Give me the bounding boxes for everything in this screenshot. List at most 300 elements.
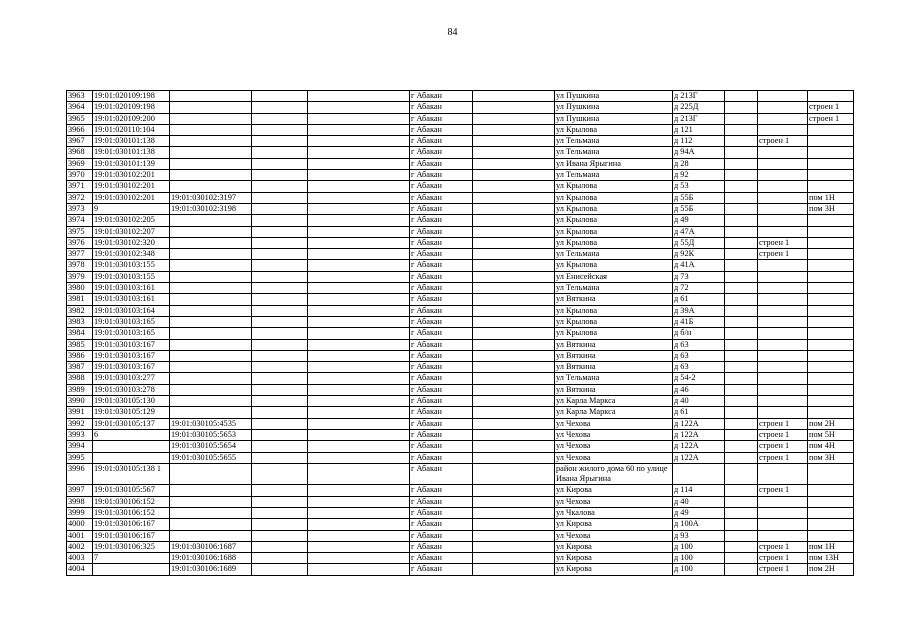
building-cell: строен 1 <box>758 541 808 552</box>
city-cell: г Абакан <box>410 418 473 429</box>
table-row <box>67 147 854 158</box>
premises-cell <box>808 350 854 361</box>
building-cell: строен 1 <box>758 441 808 452</box>
table-row <box>67 485 854 496</box>
building-cell: строен 1 <box>758 485 808 496</box>
empty-cell <box>725 350 758 361</box>
empty-cell <box>473 192 555 203</box>
empty-cell <box>725 328 758 339</box>
empty-cell <box>473 328 555 339</box>
room-cadastral-number-cell <box>170 384 252 395</box>
row-number-cell: 3997 <box>67 485 93 496</box>
empty-cell <box>725 271 758 282</box>
cadastral-number-cell: 19:01:030103:164 <box>93 305 170 316</box>
empty-cell <box>473 215 555 226</box>
cadastral-number-cell: 19:01:030102:201 <box>93 181 170 192</box>
table-row <box>67 203 854 214</box>
room-cadastral-number-cell <box>170 283 252 294</box>
building-cell <box>758 91 808 102</box>
city-cell: г Абакан <box>410 541 473 552</box>
empty-cell <box>473 507 555 518</box>
empty-cell <box>308 452 410 463</box>
empty-cell <box>308 507 410 518</box>
empty-cell <box>725 260 758 271</box>
empty-cell <box>252 350 308 361</box>
empty-cell <box>725 91 758 102</box>
house-cell: д 41А <box>673 260 725 271</box>
cadastral-number-cell: 19:01:030105:138 1 <box>93 463 170 485</box>
row-number-cell: 3980 <box>67 283 93 294</box>
house-cell: д 72 <box>673 283 725 294</box>
empty-cell <box>473 541 555 552</box>
cadastral-number-cell: 19:01:030101:138 <box>93 147 170 158</box>
room-cadastral-number-cell <box>170 226 252 237</box>
empty-cell <box>725 507 758 518</box>
building-cell <box>758 507 808 518</box>
table-row <box>67 362 854 373</box>
cadastral-number-cell: 19:01:030105:129 <box>93 407 170 418</box>
cadastral-number-cell: 19:01:030102:320 <box>93 237 170 248</box>
building-cell <box>758 328 808 339</box>
cadastral-number-cell: 19:01:030102:201 <box>93 170 170 181</box>
city-cell: г Абакан <box>410 181 473 192</box>
cadastral-number-cell: 19:01:030105:130 <box>93 396 170 407</box>
empty-cell <box>725 170 758 181</box>
empty-cell <box>725 192 758 203</box>
empty-cell <box>252 136 308 147</box>
empty-cell <box>473 496 555 507</box>
table-row <box>67 136 854 147</box>
street-cell: ул Тельмана <box>555 373 673 384</box>
table-row <box>67 249 854 260</box>
room-cadastral-number-cell <box>170 350 252 361</box>
empty-cell <box>725 226 758 237</box>
empty-cell <box>308 441 410 452</box>
house-cell: д 100 <box>673 541 725 552</box>
row-number-cell: 3968 <box>67 147 93 158</box>
cadastral-number-cell: 19:01:030103:277 <box>93 373 170 384</box>
building-cell: строен 1 <box>758 452 808 463</box>
row-number-cell: 3999 <box>67 507 93 518</box>
city-cell: г Абакан <box>410 373 473 384</box>
empty-cell <box>252 564 308 575</box>
empty-cell <box>725 407 758 418</box>
room-cadastral-number-cell <box>170 407 252 418</box>
premises-cell <box>808 283 854 294</box>
cadastral-number-cell: 9 <box>93 203 170 214</box>
empty-cell <box>308 429 410 440</box>
cadastral-number-cell <box>93 564 170 575</box>
row-number-cell: 3975 <box>67 226 93 237</box>
premises-cell <box>808 507 854 518</box>
cadastral-number-cell: 19:01:020109:198 <box>93 102 170 113</box>
room-cadastral-number-cell <box>170 170 252 181</box>
premises-cell: пом 4Н <box>808 441 854 452</box>
row-number-cell: 3966 <box>67 124 93 135</box>
house-cell: д 122А <box>673 418 725 429</box>
cadastral-number-cell: 19:01:030106:152 <box>93 496 170 507</box>
building-cell <box>758 124 808 135</box>
empty-cell <box>725 136 758 147</box>
street-cell: ул Пушкина <box>555 102 673 113</box>
empty-cell <box>725 485 758 496</box>
empty-cell <box>308 136 410 147</box>
empty-cell <box>473 452 555 463</box>
cadastral-number-cell: 19:01:030102:207 <box>93 226 170 237</box>
house-cell: д 46 <box>673 384 725 395</box>
house-cell: д 73 <box>673 271 725 282</box>
building-cell <box>758 530 808 541</box>
table-row <box>67 192 854 203</box>
empty-cell <box>252 519 308 530</box>
room-cadastral-number-cell <box>170 147 252 158</box>
premises-cell <box>808 496 854 507</box>
empty-cell <box>308 463 410 485</box>
row-number-cell: 3970 <box>67 170 93 181</box>
table-row <box>67 530 854 541</box>
empty-cell <box>725 124 758 135</box>
empty-cell <box>725 519 758 530</box>
room-cadastral-number-cell <box>170 158 252 169</box>
room-cadastral-number-cell <box>170 496 252 507</box>
empty-cell <box>252 441 308 452</box>
row-number-cell: 3973 <box>67 203 93 214</box>
table-row <box>67 350 854 361</box>
cadastral-number-cell: 7 <box>93 553 170 564</box>
empty-cell <box>725 564 758 575</box>
empty-cell <box>725 463 758 485</box>
empty-cell <box>308 541 410 552</box>
empty-cell <box>252 124 308 135</box>
table-row <box>67 170 854 181</box>
house-cell: д 39А <box>673 305 725 316</box>
building-cell <box>758 407 808 418</box>
street-cell: ул Чехова <box>555 452 673 463</box>
cadastral-number-cell: 19:01:030102:348 <box>93 249 170 260</box>
room-cadastral-number-cell <box>170 316 252 327</box>
premises-cell <box>808 373 854 384</box>
table-row <box>67 384 854 395</box>
empty-cell <box>473 418 555 429</box>
empty-cell <box>308 181 410 192</box>
house-cell: д 54-2 <box>673 373 725 384</box>
empty-cell <box>725 384 758 395</box>
house-cell: д 63 <box>673 339 725 350</box>
building-cell <box>758 305 808 316</box>
empty-cell <box>725 496 758 507</box>
empty-cell <box>252 362 308 373</box>
house-cell: д 49 <box>673 507 725 518</box>
premises-cell <box>808 328 854 339</box>
city-cell: г Абакан <box>410 407 473 418</box>
street-cell: ул Чехова <box>555 418 673 429</box>
row-number-cell: 3963 <box>67 91 93 102</box>
building-cell <box>758 350 808 361</box>
cadastral-number-cell: 19:01:030105:137 <box>93 418 170 429</box>
row-number-cell: 3981 <box>67 294 93 305</box>
empty-cell <box>473 249 555 260</box>
empty-cell <box>308 328 410 339</box>
empty-cell <box>473 283 555 294</box>
table-row <box>67 339 854 350</box>
city-cell: г Абакан <box>410 147 473 158</box>
building-cell: строен 1 <box>758 564 808 575</box>
premises-cell: пом 2Н <box>808 418 854 429</box>
city-cell: г Абакан <box>410 507 473 518</box>
empty-cell <box>252 452 308 463</box>
room-cadastral-number-cell <box>170 294 252 305</box>
building-cell <box>758 316 808 327</box>
empty-cell <box>308 564 410 575</box>
house-cell: д 213Г <box>673 91 725 102</box>
row-number-cell: 3974 <box>67 215 93 226</box>
building-cell: строен 1 <box>758 249 808 260</box>
row-number-cell: 3969 <box>67 158 93 169</box>
table-row <box>67 407 854 418</box>
empty-cell <box>308 271 410 282</box>
empty-cell <box>473 519 555 530</box>
cadastral-number-cell: 19:01:030103:161 <box>93 283 170 294</box>
room-cadastral-number-cell: 19:01:030106:1689 <box>170 564 252 575</box>
empty-cell <box>308 294 410 305</box>
house-cell: д 92К <box>673 249 725 260</box>
city-cell: г Абакан <box>410 305 473 316</box>
room-cadastral-number-cell <box>170 124 252 135</box>
empty-cell <box>473 373 555 384</box>
table-row <box>67 396 854 407</box>
table-row <box>67 113 854 124</box>
house-cell: д 213Г <box>673 113 725 124</box>
city-cell: г Абакан <box>410 429 473 440</box>
table-row <box>67 91 854 102</box>
premises-cell <box>808 294 854 305</box>
house-cell: д 28 <box>673 158 725 169</box>
room-cadastral-number-cell: 19:01:030105:4535 <box>170 418 252 429</box>
empty-cell <box>252 463 308 485</box>
premises-cell <box>808 181 854 192</box>
empty-cell <box>473 384 555 395</box>
empty-cell <box>725 441 758 452</box>
house-cell: д 122А <box>673 429 725 440</box>
city-cell: г Абакан <box>410 271 473 282</box>
table-row <box>67 441 854 452</box>
empty-cell <box>725 396 758 407</box>
table-row <box>67 519 854 530</box>
empty-cell <box>252 113 308 124</box>
room-cadastral-number-cell <box>170 463 252 485</box>
cadastral-number-cell: 19:01:020110:104 <box>93 124 170 135</box>
table-row <box>67 283 854 294</box>
empty-cell <box>473 429 555 440</box>
city-cell: г Абакан <box>410 553 473 564</box>
row-number-cell: 3993 <box>67 429 93 440</box>
building-cell <box>758 226 808 237</box>
building-cell <box>758 373 808 384</box>
table-body <box>67 91 854 576</box>
house-cell: д 92 <box>673 170 725 181</box>
empty-cell <box>252 271 308 282</box>
empty-cell <box>473 226 555 237</box>
empty-cell <box>473 91 555 102</box>
city-cell: г Абакан <box>410 496 473 507</box>
row-number-cell: 3983 <box>67 316 93 327</box>
row-number-cell: 3994 <box>67 441 93 452</box>
city-cell: г Абакан <box>410 283 473 294</box>
street-cell: ул Чехова <box>555 530 673 541</box>
street-cell: ул Кирова <box>555 485 673 496</box>
room-cadastral-number-cell <box>170 136 252 147</box>
house-cell: д 114 <box>673 485 725 496</box>
city-cell: г Абакан <box>410 237 473 248</box>
city-cell: г Абакан <box>410 441 473 452</box>
building-cell <box>758 260 808 271</box>
empty-cell <box>473 113 555 124</box>
room-cadastral-number-cell <box>170 507 252 518</box>
cadastral-number-cell: 19:01:030103:167 <box>93 350 170 361</box>
city-cell: г Абакан <box>410 339 473 350</box>
premises-cell <box>808 407 854 418</box>
premises-cell <box>808 147 854 158</box>
street-cell: район жилого дома 60 по улице Ивана Ярыгина <box>555 463 673 485</box>
empty-cell <box>252 237 308 248</box>
table-row <box>67 496 854 507</box>
empty-cell <box>308 305 410 316</box>
empty-cell <box>308 418 410 429</box>
page-number: 84 <box>447 27 458 38</box>
premises-cell <box>808 530 854 541</box>
empty-cell <box>308 102 410 113</box>
cadastral-number-cell: 19:01:030103:278 <box>93 384 170 395</box>
house-cell: д 53 <box>673 181 725 192</box>
street-cell: ул Крылова <box>555 192 673 203</box>
empty-cell <box>252 192 308 203</box>
street-cell: ул Крылова <box>555 124 673 135</box>
empty-cell <box>725 373 758 384</box>
building-cell <box>758 192 808 203</box>
empty-cell <box>725 181 758 192</box>
room-cadastral-number-cell <box>170 91 252 102</box>
street-cell: ул Кирова <box>555 564 673 575</box>
building-cell <box>758 384 808 395</box>
street-cell: ул Пушкина <box>555 91 673 102</box>
empty-cell <box>473 124 555 135</box>
empty-cell <box>308 260 410 271</box>
empty-cell <box>308 519 410 530</box>
house-cell: д 55Д <box>673 237 725 248</box>
row-number-cell: 3985 <box>67 339 93 350</box>
premises-cell <box>808 316 854 327</box>
empty-cell <box>473 237 555 248</box>
empty-cell <box>252 328 308 339</box>
house-cell: д 93 <box>673 530 725 541</box>
premises-cell <box>808 226 854 237</box>
row-number-cell: 3976 <box>67 237 93 248</box>
city-cell: г Абакан <box>410 564 473 575</box>
empty-cell <box>308 350 410 361</box>
street-cell: ул Ивана Ярыгина <box>555 158 673 169</box>
row-number-cell: 3991 <box>67 407 93 418</box>
empty-cell <box>252 485 308 496</box>
empty-cell <box>308 215 410 226</box>
street-cell: ул Кирова <box>555 541 673 552</box>
street-cell: ул Вяткина <box>555 294 673 305</box>
house-cell: д 122А <box>673 441 725 452</box>
building-cell <box>758 181 808 192</box>
building-cell <box>758 519 808 530</box>
city-cell: г Абакан <box>410 170 473 181</box>
premises-cell: пом 3Н <box>808 452 854 463</box>
house-cell: д 55Б <box>673 192 725 203</box>
city-cell: г Абакан <box>410 350 473 361</box>
row-number-cell: 3989 <box>67 384 93 395</box>
cadastral-number-cell: 6 <box>93 429 170 440</box>
premises-cell <box>808 396 854 407</box>
street-cell: ул Крылова <box>555 237 673 248</box>
street-cell: ул Чехова <box>555 429 673 440</box>
empty-cell <box>308 316 410 327</box>
row-number-cell: 3988 <box>67 373 93 384</box>
empty-cell <box>725 294 758 305</box>
cadastral-number-cell: 19:01:030103:165 <box>93 328 170 339</box>
cadastral-number-cell: 19:01:030103:155 <box>93 260 170 271</box>
empty-cell <box>473 260 555 271</box>
building-cell <box>758 294 808 305</box>
city-cell: г Абакан <box>410 328 473 339</box>
empty-cell <box>252 507 308 518</box>
city-cell: г Абакан <box>410 260 473 271</box>
house-cell: д 61 <box>673 407 725 418</box>
city-cell: г Абакан <box>410 91 473 102</box>
table-row <box>67 541 854 552</box>
row-number-cell: 3990 <box>67 396 93 407</box>
room-cadastral-number-cell <box>170 215 252 226</box>
row-number-cell: 4002 <box>67 541 93 552</box>
city-cell: г Абакан <box>410 384 473 395</box>
premises-cell: пом 3Н <box>808 203 854 214</box>
house-cell: д 100А <box>673 519 725 530</box>
empty-cell <box>252 429 308 440</box>
building-cell <box>758 339 808 350</box>
row-number-cell: 3977 <box>67 249 93 260</box>
empty-cell <box>308 407 410 418</box>
row-number-cell: 3967 <box>67 136 93 147</box>
premises-cell: строен 1 <box>808 113 854 124</box>
empty-cell <box>473 463 555 485</box>
empty-cell <box>308 237 410 248</box>
street-cell: ул Вяткина <box>555 384 673 395</box>
row-number-cell: 3995 <box>67 452 93 463</box>
empty-cell <box>252 158 308 169</box>
empty-cell <box>308 124 410 135</box>
room-cadastral-number-cell: 19:01:030106:1687 <box>170 541 252 552</box>
empty-cell <box>252 418 308 429</box>
empty-cell <box>473 294 555 305</box>
row-number-cell: 3971 <box>67 181 93 192</box>
empty-cell <box>308 203 410 214</box>
building-cell: строен 1 <box>758 237 808 248</box>
empty-cell <box>725 316 758 327</box>
empty-cell <box>308 396 410 407</box>
empty-cell <box>308 283 410 294</box>
empty-cell <box>725 203 758 214</box>
cadastral-number-cell: 19:01:020109:200 <box>93 113 170 124</box>
street-cell: ул Крылова <box>555 260 673 271</box>
premises-cell: строен 1 <box>808 102 854 113</box>
table-row <box>67 305 854 316</box>
cadastral-number-cell: 19:01:030102:205 <box>93 215 170 226</box>
row-number-cell: 3972 <box>67 192 93 203</box>
premises-cell <box>808 305 854 316</box>
